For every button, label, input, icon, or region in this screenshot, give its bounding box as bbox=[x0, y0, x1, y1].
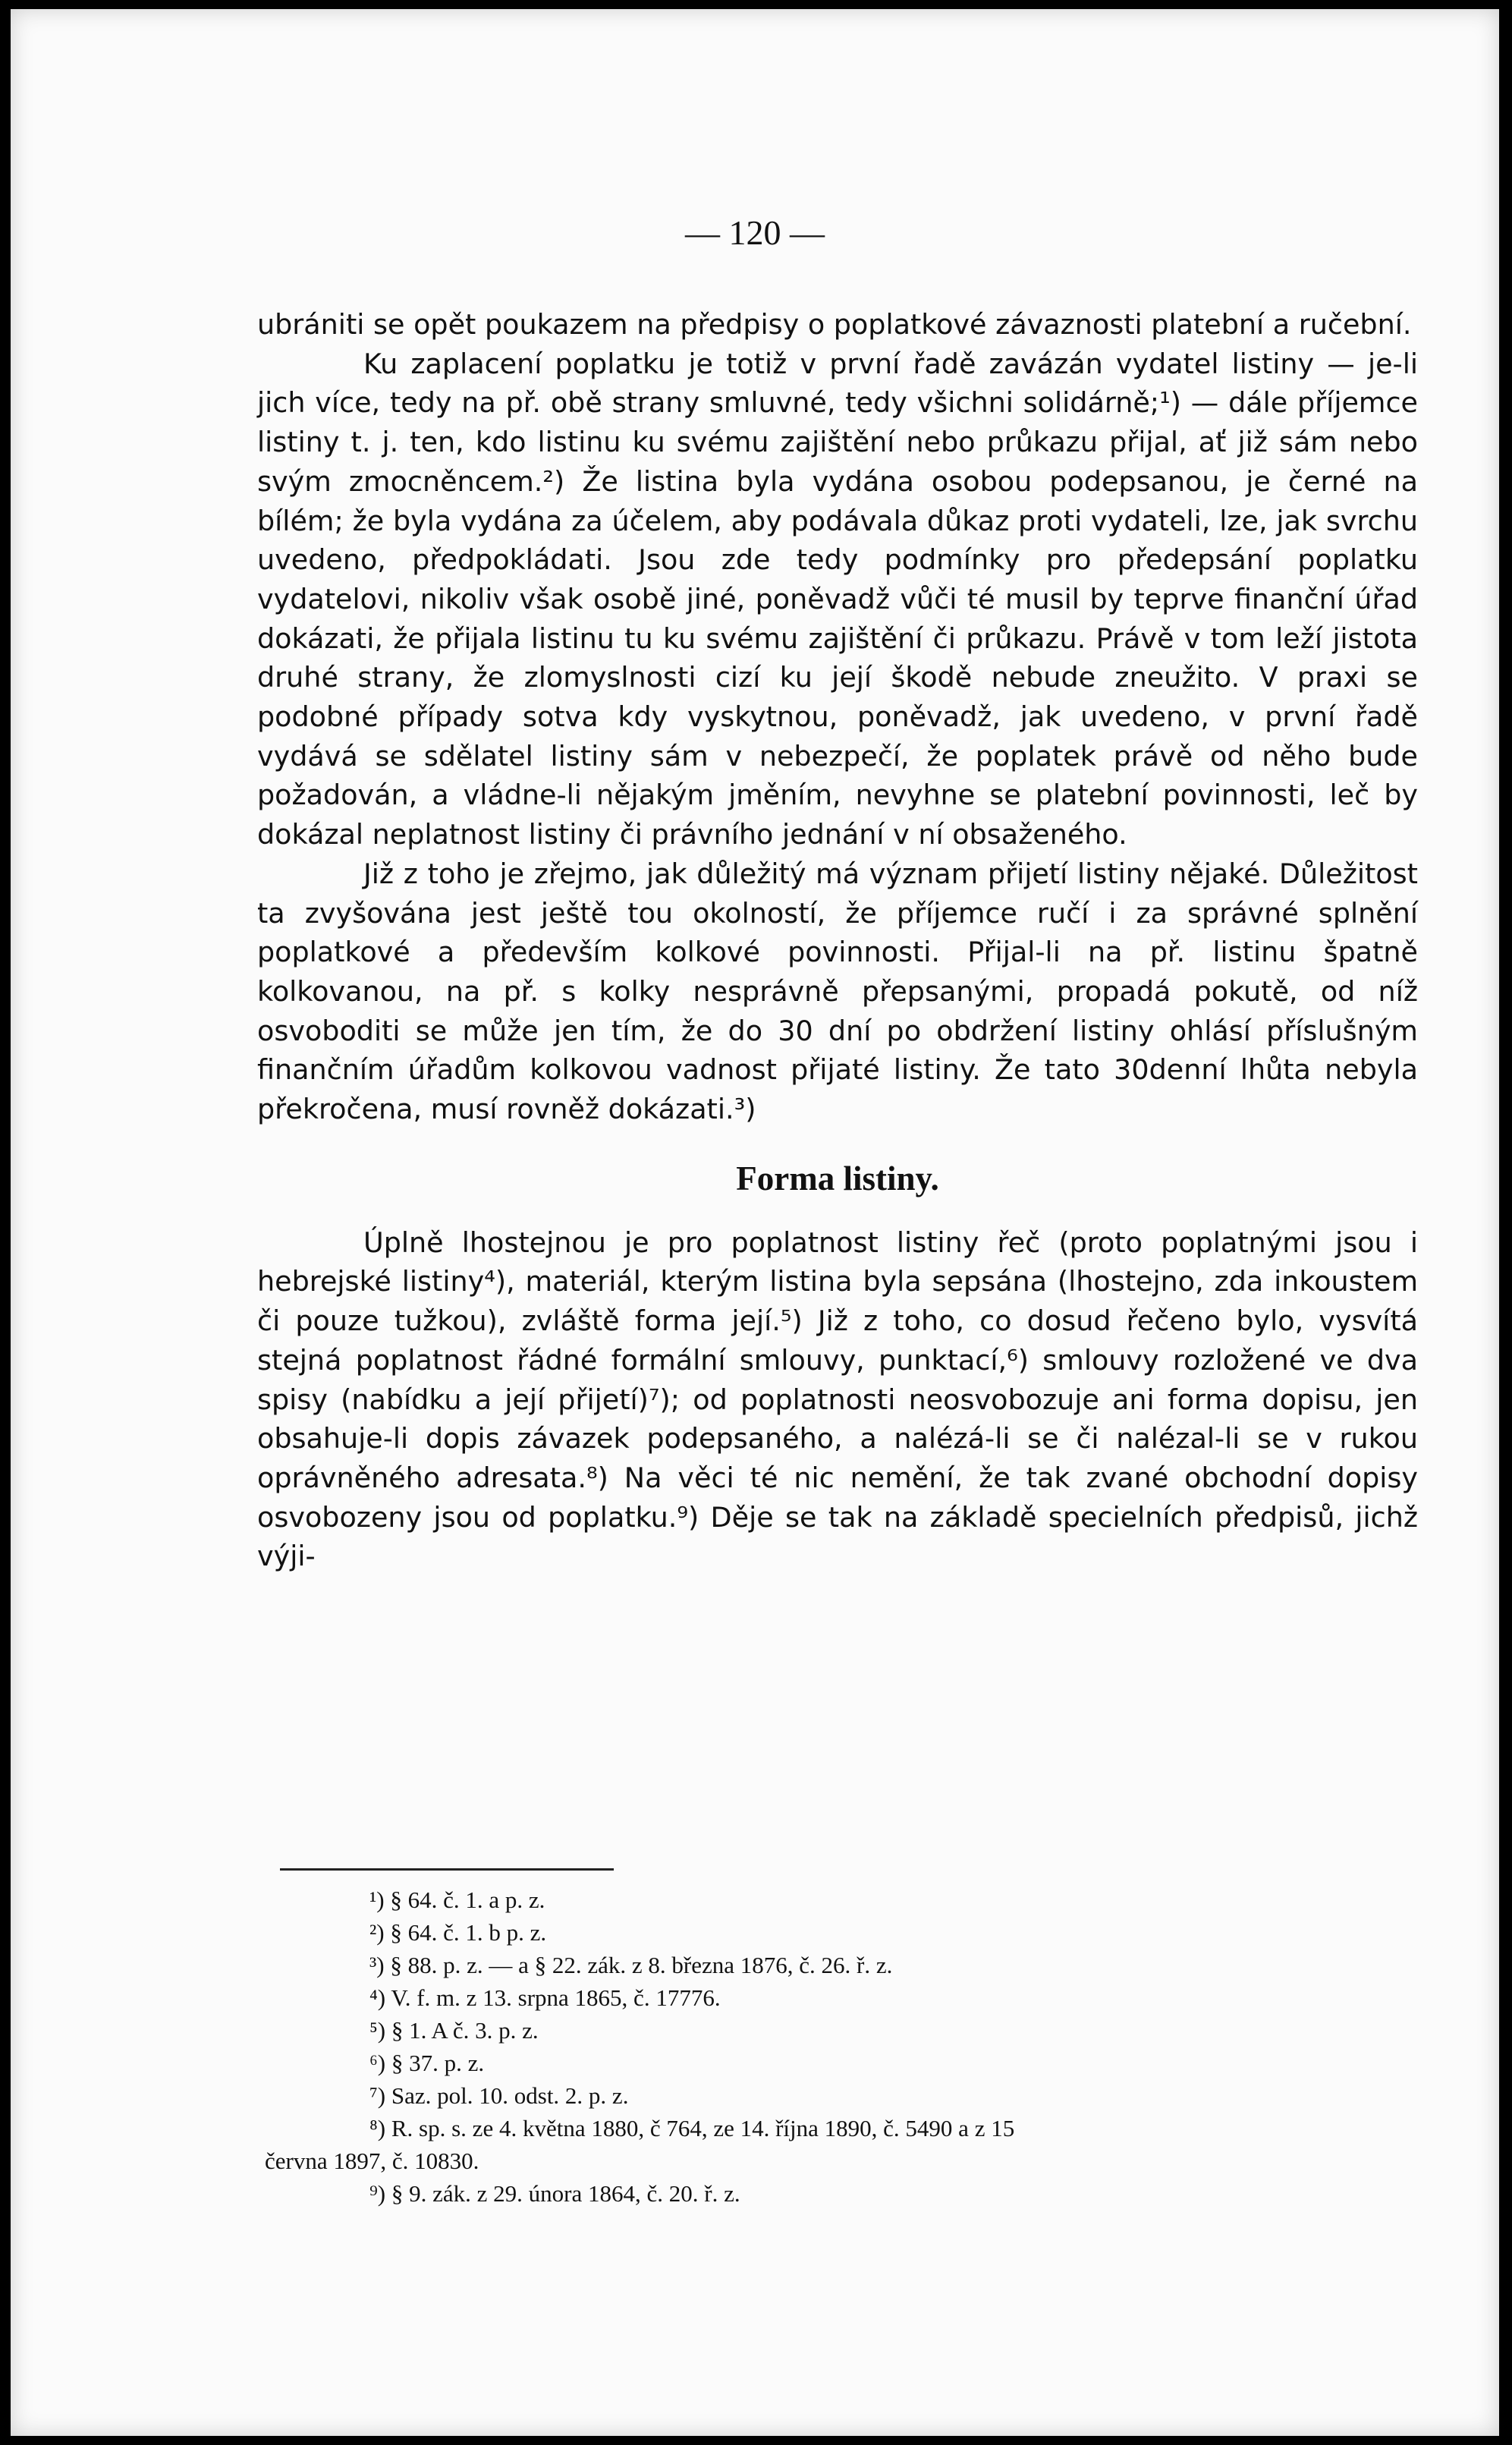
footnotes bbox=[265, 1883, 1418, 2210]
main-text bbox=[257, 305, 1418, 1576]
paragraph: Úplně lhostejnou je pro poplatnost listiny řeč (proto poplatnými jsou i hebrejské listiny⁴), materiál, kterým listina byla sepsána (lhostejno, zda inkoustem či pouze tužkou), zvláště forma její.⁵) Již z toho, co dosud řečeno bylo, vysvítá stejná poplatnost řádné formální smlouvy, punktací,⁶) smlouvy rozložené ve dva spisy (nabídku a její přijetí)⁷); od poplatnosti neosvobozuje ani forma dopisu, jen obsahuje-li dopis závazek podepsaného, a nalézá-li se či nalézal-li se v rukou oprávněného adresata.⁸) Na věci té nic nemění, že tak zvané obchodní dopisy osvobozeny jsou od poplatku.⁹) Děje se tak na základě specielních předpisů, jichž výji- bbox=[257, 1226, 1418, 1573]
paragraph: Ku zaplacení poplatku je totiž v první řadě zavázán vydatel listiny — je-li jich více, tedy na př. obě strany smluvné, tedy všichni solidárně;¹) — dále příjemce listiny t. j. ten, kdo listinu ku svému zajištění nebo průkazu přijal, ať již sám nebo svým zmocněncem.²) Že listina byla vydána osobou podepsanou, je černé na bílém; že byla vydána za účelem, aby podávala důkaz proti vydateli, lze, jak svrchu uvedeno, předpokládati. Jsou zde tedy podmínky pro předepsání poplatku vydatelovi, nikoliv však osobě jiné, poněvadž vůči té musil by teprve finanční úřad dokázati, že přijala listinu tu ku svému zajištění či průkazu. Právě v tom leží jistota druhé strany, že zlomyslnosti cizí ku její škodě nebude zneužito. V praxi se podobné případy sotva kdy vyskytnou, poněvadž, jak uvedeno, v první řadě vydává se sdělatel listiny sám v nebezpečí, že poplatek právě od něho bude požadován, a vládne-li nějakým jměním, nevyhne se platební povinnosti, leč by dokázal neplatnost listiny či právního jednání v ní obsaženého. bbox=[257, 347, 1418, 851]
footnote: ⁹) § 9. zák. z 29. února 1864, č. 20. ř. z. bbox=[369, 2180, 740, 2207]
book-page bbox=[11, 9, 1499, 2436]
footnote: ⁷) Saz. pol. 10. odst. 2. p. z. bbox=[369, 2082, 629, 2109]
footnote-continuation: června 1897, č. 10830. bbox=[265, 2148, 479, 2174]
section-heading: Forma listiny. bbox=[736, 1159, 939, 1197]
paragraph: ubrániti se opět poukazem na předpisy o poplatkové závaznosti platební a ručební. bbox=[257, 308, 1412, 341]
footnote: ²) § 64. č. 1. b p. z. bbox=[369, 1919, 547, 1946]
footnote: ¹) § 64. č. 1. a p. z. bbox=[369, 1886, 545, 1913]
footnote: ³) § 88. p. z. — a § 22. zák. z 8. března 1876, č. 26. ř. z. bbox=[369, 1952, 893, 1978]
footnote: ⁶) § 37. p. z. bbox=[369, 2050, 485, 2076]
page-number: — 120 — bbox=[685, 213, 825, 252]
paragraph: Již z toho je zřejmo, jak důležitý má význam přijetí listiny nějaké. Důležitost ta zvyšována jest ještě tou okolností, že příjemce ručí i za správné splnění poplatkové a především kolkové povinnosti. Přijal-li na př. listinu špatně kolkovanou, na př. s kolky nesprávně přepsanými, propadá pokutě, od níž osvoboditi se může jen tím, že do 30 dní po obdržení listiny ohlásí příslušným finančním úřadům kolkovou vadnost přijaté listiny. Že tato 30denní lhůta nebyla překročena, musí rovněž dokázati.³) bbox=[257, 857, 1418, 1126]
footnote-divider bbox=[280, 1868, 614, 1871]
footnote: ⁴) V. f. m. z 13. srpna 1865, č. 17776. bbox=[369, 1984, 721, 2011]
footnote: ⁵) § 1. A č. 3. p. z. bbox=[369, 2017, 539, 2044]
footnote: ⁸) R. sp. s. ze 4. května 1880, č 764, ze 14. října 1890, č. 5490 a z 15 bbox=[369, 2115, 1015, 2141]
